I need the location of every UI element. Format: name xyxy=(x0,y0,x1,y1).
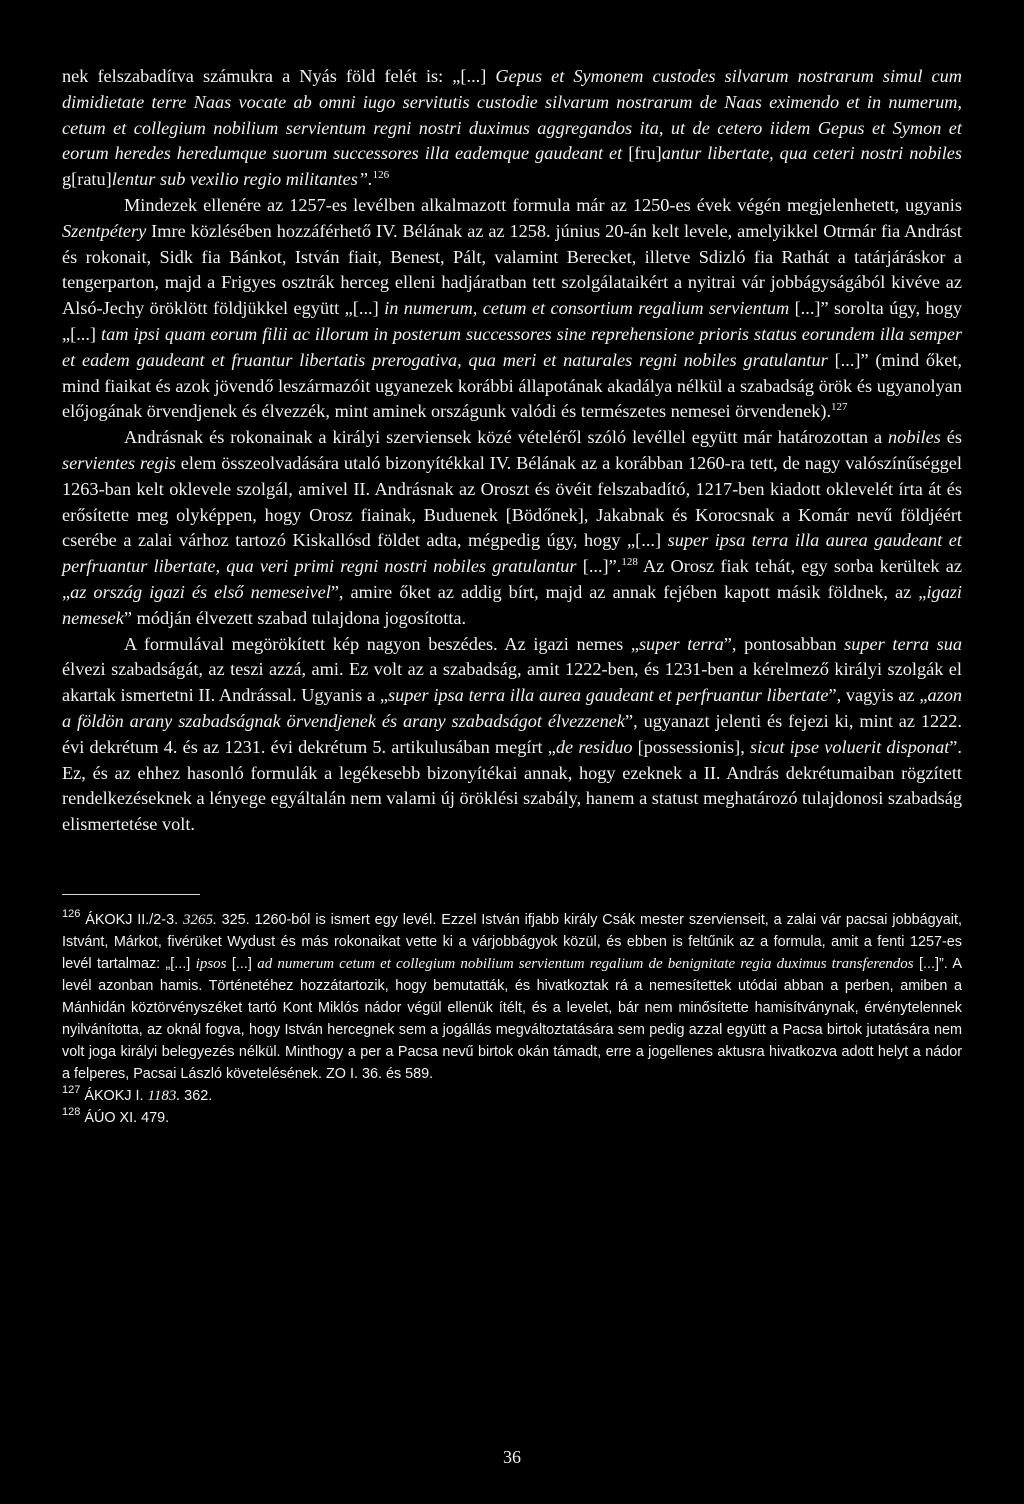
footnote-ref: 126 xyxy=(62,907,81,920)
paragraph-1 xyxy=(62,64,962,193)
italic-run: sicut ipse voluerit disponat xyxy=(749,736,950,757)
text-run: ÁKOKJ I. xyxy=(80,1087,148,1104)
italic-run: azon a földön arany szabadságnak örvendjenek és arany szabadságot élvezzenek xyxy=(62,685,962,731)
text-run: [...]” (mind őket, mind fiaikat és azok jövendő leszármazóit ugyanezek korábbi állapotának akadálya nélkül a szabadság örök és ugyanolyan előjogának örvendjenek és élvezzék, mint aminek országunk valódi és természetes nemesei örvendenek). xyxy=(62,349,962,422)
text-run: ”, amire őket az addig bírt, majd az annak fejében kapott másik földnek, az „ xyxy=(330,581,927,602)
text-run: ÁÚO XI. 479. xyxy=(80,1109,170,1126)
italic-run: super ipsa terra illa aurea gaudeant et perfruantur libertate xyxy=(387,685,829,706)
text-run: Mindezek ellenére az 1257-es levélben alkalmazott formula már az 1250-es évek végén megjelenhetett, ugyanis xyxy=(124,194,962,215)
text-run: elem összeolvadására utaló bizonyítékkal IV. Bélának az a korábban 1260-ra tett, de nagy valószínűséggel 1263-ban kelt oklevele szolgál, amivel II. Andrásnak az Oroszt és övéit felszabadító, 1217-ben kiadott oklevelét írta át és erősítette meg olyképpen, hogy Orosz fiainak, Buduenek [Bödőnek], Jakabnak és Korocsnak a Komár nevű földjéért cserébe a zalai várhoz tartozó Kiskallósd földet adta, mégpedig úgy, hogy „[...] xyxy=(62,452,962,551)
italic-run: Gepus et Symonem custodes silvarum nostrarum simul cum dimidietate terre Naas vocate ab omni iugo servitutis custodie silvarum nostrarum de Naas eximendo et in numerum, cetum et collegium nobilium servientum regni nostri duximus aggregandos ita, ut de cetero iidem Gepus et Symon et eorum heredes heredumque suorum successores illa eademque gaudeant et xyxy=(62,66,963,164)
text-run: ”, ugyanazt jelenti és fejezi ki, mint az 1222. évi dekrétum 4. és az 1231. évi dekrétum 5. artikulusában megírt „ xyxy=(62,710,962,757)
text-run: ”, pontosabban xyxy=(723,633,845,654)
text-run: 325. 1260-ból is ismert egy levél. Ezzel István ifjabb király Csák mester szervienseit, a zalai vár pacsai jobbágyait, Istvánt, Márkot, fivérüket Wydust és más rokonaikat vette ki a várjobbágyok közül, és ebben is feltűnik az a formula, amit a fenti 1257-es levél tartalmaz: „[...] xyxy=(62,911,962,972)
text-run: [possessionis], xyxy=(632,736,750,757)
footnote-divider xyxy=(62,894,200,895)
text-run: [...]”. A levél azonban hamis. Történetéhez hozzátartozik, hogy bemutatták, és hivatkoztak rá a nemesítettek utódai abban a perben, amiben a Mánhidán köztörvényszéket tartó Kont Miklós nádor végül ellenük ítélt, és a levelet, bár nem minősítette hamisítványnak, érvénytelennek nyilvánította, az oknál fogva, hogy István hercegnek sem a jogállás megváltoztatására sem pedig azzal együtt a Pacsa birtok jutatására nem volt joga királyi belegyezés nélkül. Minthogy a per a Pacsa nevű birtok okán támadt, erre a jogellenes aktusra hivatkozva adott helyt a nádor a felperes, Pacsai László követelésének. ZO I. 36. és 589. xyxy=(62,955,962,1082)
italic-run: ad numerum cetum et collegium nobilium servientum regalium de benignitate regia duximus transferendos xyxy=(257,955,914,972)
italic-run: igazi nemesek xyxy=(62,581,962,628)
italic-run: super terra xyxy=(638,633,724,654)
italic-run: Szentpétery xyxy=(62,220,147,241)
italic-run: az ország igazi és első nemeseivel xyxy=(70,581,331,602)
footnote-126 xyxy=(62,909,962,1085)
text-run: ÁKOKJ II./2-3. xyxy=(80,911,183,928)
text-run: Andrásnak és rokonainak a királyi szerviensek közé vételéről szóló levéllel együtt már határozottan a xyxy=(124,427,889,448)
footnote-128 xyxy=(62,1107,962,1129)
text-run: ”, vagyis az „ xyxy=(828,685,928,706)
text-run: ” módján élvezett szabad tulajdona jogosította. xyxy=(123,607,467,628)
text-run: [...] xyxy=(226,955,258,972)
text-run: [fru] xyxy=(628,143,662,164)
text-run: [...]” sorolta úgy, hogy „[...] xyxy=(62,298,963,344)
italic-run: ipsos xyxy=(195,955,227,972)
text-run: Az Orosz fiak tehát, egy sorba kerültek az „ xyxy=(62,556,962,602)
italic-run: super terra sua xyxy=(844,633,962,654)
page-number: 36 xyxy=(503,1447,521,1467)
text-run: nek felszabadítva számukra a Nyás föld felét is: „[...] xyxy=(62,66,496,86)
text-run: g[ratu] xyxy=(62,169,112,190)
paragraph-2 xyxy=(62,193,962,425)
paragraph-4 xyxy=(62,632,962,838)
italic-run: de residuo xyxy=(555,736,633,757)
text-run: [...]”. xyxy=(576,556,622,577)
italic-run: lentur sub vexilio regio militantes”. xyxy=(111,169,373,190)
italic-run: 3265. xyxy=(182,911,217,928)
italic-run: super ipsa terra illa aurea gaudeant et perfruantur libertate, qua veri primi regni nostri nobiles gratulantur xyxy=(62,530,962,577)
text-run: ”. Ez, és az ehhez hasonló formulák a legékesebb bizonyítékai annak, hogy ezeknek a II. András dekrétumaiban rögzített rendelkezéseknek a lényege egyáltalán nem valami új öröklési szabály, hanem a statust meghatározó tulajdonosi szabadság elismertetése volt. xyxy=(62,736,962,835)
footnote-ref: 127 xyxy=(831,401,848,414)
text-run: élvezi szabadságát, az teszi azzá, ami. Ez volt az a szabadság, amit 1222-ben, és 1231-ben a kérelmező királyi szolgák el akartak ismertetni II. Andrással. Ugyanis a „ xyxy=(62,659,962,706)
footnote-ref: 127 xyxy=(62,1083,81,1096)
footnote-127 xyxy=(62,1085,962,1107)
footnote-ref: 128 xyxy=(621,556,638,569)
italic-run: tam ipsi quam eorum filii ac illorum in posterum successores sine reprehensione prioris status eorundem illa semper et eadem gaudeant et fruantur libertatis prerogativa, qua meri et naturales regni nobiles gratulantur xyxy=(62,323,962,370)
italic-run: 1183. xyxy=(147,1087,181,1104)
italic-run: antur libertate, qua ceteri nostri nobiles xyxy=(661,143,962,164)
text-run: 362. xyxy=(180,1087,213,1104)
italic-run: in numerum, cetum et consortium regalium servientum xyxy=(384,298,790,319)
footnote-ref: 128 xyxy=(62,1105,81,1118)
text-run: Imre közlésében hozzáférhető IV. Bélának az az 1258. június 20-án kelt levele, amelyikkel Otrmár fia Andrást és rokonait, Sidk fia Bánkot, István fiait, Benest, Pált, valamint Berecket, illetve Sdizló fia Rathát a tatárjáráskor a tengerparton, majd a Frigyes osztrák herceg elleni hadjáratban tett szolgálataikért a nyitrai vár jobbágyságából kivéve az Alsó-Jechy öröklött földjükkel együtt „[...] xyxy=(62,220,962,319)
text-run: és xyxy=(940,427,962,448)
paragraph-3 xyxy=(62,425,962,631)
italic-run: servientes regis xyxy=(62,452,176,473)
italic-run: nobiles xyxy=(888,427,941,448)
text-run: A formulával megörökített kép nagyon beszédes. Az igazi nemes „ xyxy=(124,633,639,654)
footnote-ref: 126 xyxy=(372,169,390,182)
